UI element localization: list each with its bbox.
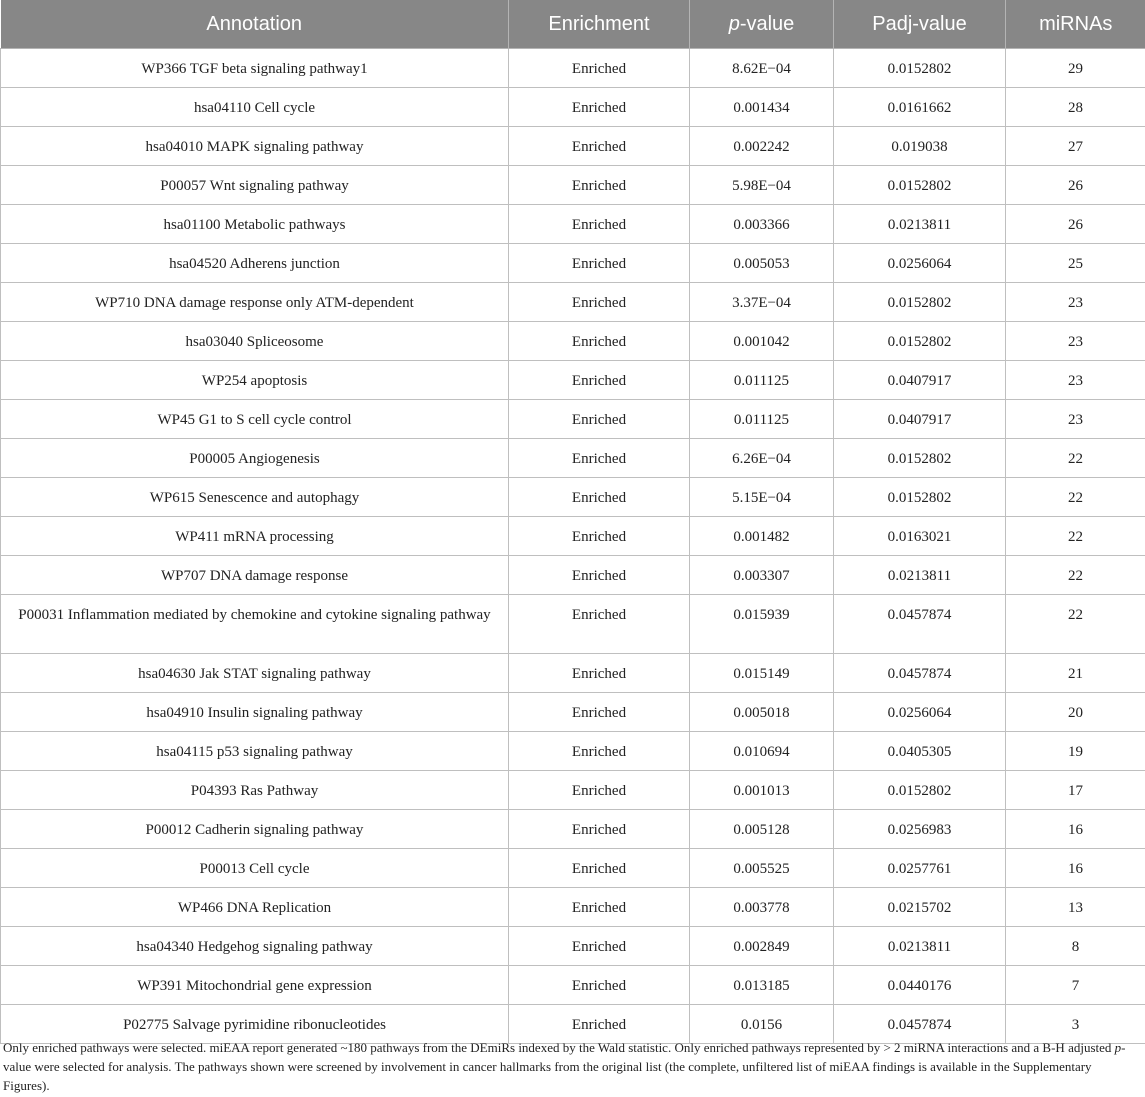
cell-p-value: 0.003307	[690, 556, 834, 595]
cell-mirnas: 26	[1006, 166, 1145, 205]
cell-annotation: WP466 DNA Replication	[1, 888, 509, 927]
cell-p-value: 0.0156	[690, 1005, 834, 1044]
table-row	[1, 322, 1145, 361]
cell-enrichment: Enriched	[509, 166, 690, 205]
table-row	[1, 361, 1145, 400]
cell-p-value: 0.002242	[690, 127, 834, 166]
cell-mirnas: 23	[1006, 400, 1145, 439]
cell-mirnas: 23	[1006, 283, 1145, 322]
cell-p-value: 0.005053	[690, 244, 834, 283]
cell-mirnas: 28	[1006, 88, 1145, 127]
cell-padj-value: 0.0152802	[834, 439, 1006, 478]
cell-padj-value: 0.0163021	[834, 517, 1006, 556]
cell-annotation: hsa04115 p53 signaling pathway	[1, 732, 509, 771]
cell-annotation: WP615 Senescence and autophagy	[1, 478, 509, 517]
cell-annotation: hsa04110 Cell cycle	[1, 88, 509, 127]
footnote-part2: -value were selected for analysis. The pathways shown were screened by involvement in cancer hallmarks from the original list (the complete, unfiltered list of miEAA findings is available in the Supplementary Figures).	[3, 1040, 1126, 1093]
cell-enrichment: Enriched	[509, 517, 690, 556]
cell-enrichment: Enriched	[509, 888, 690, 927]
cell-annotation: WP411 mRNA processing	[1, 517, 509, 556]
cell-p-value: 0.001013	[690, 771, 834, 810]
table-row	[1, 966, 1145, 1005]
cell-annotation: P04393 Ras Pathway	[1, 771, 509, 810]
cell-mirnas: 17	[1006, 771, 1145, 810]
cell-enrichment: Enriched	[509, 849, 690, 888]
header-mirnas: miRNAs	[1006, 0, 1145, 49]
cell-p-value: 0.002849	[690, 927, 834, 966]
cell-mirnas: 20	[1006, 693, 1145, 732]
cell-mirnas: 3	[1006, 1005, 1145, 1044]
cell-annotation: WP707 DNA damage response	[1, 556, 509, 595]
cell-p-value: 0.005525	[690, 849, 834, 888]
header-p-suffix: -value	[739, 12, 795, 35]
cell-mirnas: 22	[1006, 595, 1145, 654]
cell-mirnas: 23	[1006, 322, 1145, 361]
footnote-part1: Only enriched pathways were selected. miEAA report generated ~180 pathways from the DEmiRs indexed by the Wald statistic. Only enriched pathways represented by > 2 miRNA interactions and a B-H adjusted	[3, 1040, 1115, 1055]
cell-enrichment: Enriched	[509, 595, 690, 654]
cell-padj-value: 0.0407917	[834, 400, 1006, 439]
cell-padj-value: 0.0161662	[834, 88, 1006, 127]
cell-p-value: 0.001482	[690, 517, 834, 556]
cell-p-value: 3.37E−04	[690, 283, 834, 322]
cell-mirnas: 21	[1006, 654, 1145, 693]
footnote-p-italic: p	[1114, 1040, 1122, 1055]
cell-enrichment: Enriched	[509, 283, 690, 322]
cell-annotation: WP45 G1 to S cell cycle control	[1, 400, 509, 439]
cell-mirnas: 16	[1006, 849, 1145, 888]
table-row	[1, 205, 1145, 244]
cell-p-value: 0.013185	[690, 966, 834, 1005]
cell-annotation: hsa04630 Jak STAT signaling pathway	[1, 654, 509, 693]
header-p-value	[690, 0, 834, 49]
cell-p-value: 8.62E−04	[690, 49, 834, 88]
cell-enrichment: Enriched	[509, 400, 690, 439]
cell-enrichment: Enriched	[509, 927, 690, 966]
cell-annotation: hsa03040 Spliceosome	[1, 322, 509, 361]
table-row	[1, 127, 1145, 166]
table-row	[1, 88, 1145, 127]
cell-padj-value: 0.0213811	[834, 927, 1006, 966]
cell-padj-value: 0.0257761	[834, 849, 1006, 888]
cell-enrichment: Enriched	[509, 49, 690, 88]
table-row	[1, 888, 1145, 927]
header-padj-value: Padj-value	[834, 0, 1006, 49]
cell-mirnas: 26	[1006, 205, 1145, 244]
table-row	[1, 283, 1145, 322]
cell-padj-value: 0.0457874	[834, 654, 1006, 693]
cell-annotation: P00031 Inflammation mediated by chemokine and cytokine signaling pathway	[1, 595, 509, 654]
cell-annotation: WP254 apoptosis	[1, 361, 509, 400]
cell-enrichment: Enriched	[509, 771, 690, 810]
table-row	[1, 654, 1145, 693]
cell-annotation: P02775 Salvage pyrimidine ribonucleotides	[1, 1005, 509, 1044]
cell-annotation: WP366 TGF beta signaling pathway1	[1, 49, 509, 88]
cell-annotation: WP391 Mitochondrial gene expression	[1, 966, 509, 1005]
cell-enrichment: Enriched	[509, 966, 690, 1005]
cell-mirnas: 27	[1006, 127, 1145, 166]
cell-mirnas: 19	[1006, 732, 1145, 771]
cell-mirnas: 29	[1006, 49, 1145, 88]
cell-padj-value: 0.0256064	[834, 693, 1006, 732]
cell-padj-value: 0.0405305	[834, 732, 1006, 771]
header-annotation: Annotation	[1, 0, 509, 49]
cell-padj-value: 0.0152802	[834, 771, 1006, 810]
cell-enrichment: Enriched	[509, 205, 690, 244]
cell-mirnas: 23	[1006, 361, 1145, 400]
table-row	[1, 244, 1145, 283]
cell-padj-value: 0.0440176	[834, 966, 1006, 1005]
cell-enrichment: Enriched	[509, 1005, 690, 1044]
cell-p-value: 0.001434	[690, 88, 834, 127]
header-p-italic: p	[728, 12, 740, 35]
cell-p-value: 5.98E−04	[690, 166, 834, 205]
cell-padj-value: 0.0152802	[834, 166, 1006, 205]
cell-mirnas: 22	[1006, 517, 1145, 556]
table-row	[1, 849, 1145, 888]
cell-mirnas: 25	[1006, 244, 1145, 283]
cell-padj-value: 0.0256983	[834, 810, 1006, 849]
cell-mirnas: 22	[1006, 478, 1145, 517]
cell-mirnas: 13	[1006, 888, 1145, 927]
table-row	[1, 693, 1145, 732]
cell-annotation: hsa04910 Insulin signaling pathway	[1, 693, 509, 732]
cell-enrichment: Enriched	[509, 693, 690, 732]
table-row	[1, 732, 1145, 771]
table-row	[1, 810, 1145, 849]
table-row	[1, 439, 1145, 478]
cell-p-value: 0.015149	[690, 654, 834, 693]
cell-padj-value: 0.0152802	[834, 478, 1006, 517]
table-header-row	[1, 0, 1145, 49]
cell-p-value: 0.010694	[690, 732, 834, 771]
cell-mirnas: 22	[1006, 439, 1145, 478]
cell-annotation: hsa04520 Adherens junction	[1, 244, 509, 283]
table-row	[1, 595, 1145, 654]
table-row	[1, 771, 1145, 810]
cell-padj-value: 0.0215702	[834, 888, 1006, 927]
cell-enrichment: Enriched	[509, 361, 690, 400]
table-row	[1, 927, 1145, 966]
table-footnote	[3, 1038, 1141, 1095]
table-row	[1, 478, 1145, 517]
cell-annotation: WP710 DNA damage response only ATM-dependent	[1, 283, 509, 322]
cell-p-value: 0.011125	[690, 400, 834, 439]
cell-enrichment: Enriched	[509, 244, 690, 283]
table-row	[1, 166, 1145, 205]
cell-mirnas: 16	[1006, 810, 1145, 849]
cell-padj-value: 0.0256064	[834, 244, 1006, 283]
cell-p-value: 0.005018	[690, 693, 834, 732]
cell-padj-value: 0.0152802	[834, 322, 1006, 361]
cell-annotation: P00057 Wnt signaling pathway	[1, 166, 509, 205]
cell-enrichment: Enriched	[509, 439, 690, 478]
cell-padj-value: 0.0152802	[834, 49, 1006, 88]
cell-padj-value: 0.0407917	[834, 361, 1006, 400]
cell-annotation: hsa04340 Hedgehog signaling pathway	[1, 927, 509, 966]
cell-p-value: 0.003778	[690, 888, 834, 927]
cell-mirnas: 7	[1006, 966, 1145, 1005]
cell-enrichment: Enriched	[509, 322, 690, 361]
cell-p-value: 0.003366	[690, 205, 834, 244]
cell-mirnas: 8	[1006, 927, 1145, 966]
table-row	[1, 49, 1145, 88]
cell-mirnas: 22	[1006, 556, 1145, 595]
cell-enrichment: Enriched	[509, 478, 690, 517]
table-body	[1, 49, 1145, 1044]
cell-padj-value: 0.019038	[834, 127, 1006, 166]
cell-padj-value: 0.0457874	[834, 595, 1006, 654]
cell-padj-value: 0.0457874	[834, 1005, 1006, 1044]
cell-enrichment: Enriched	[509, 810, 690, 849]
cell-enrichment: Enriched	[509, 88, 690, 127]
cell-enrichment: Enriched	[509, 732, 690, 771]
cell-annotation: hsa04010 MAPK signaling pathway	[1, 127, 509, 166]
cell-p-value: 0.015939	[690, 595, 834, 654]
cell-annotation: P00013 Cell cycle	[1, 849, 509, 888]
table-row	[1, 400, 1145, 439]
cell-p-value: 0.005128	[690, 810, 834, 849]
cell-padj-value: 0.0152802	[834, 283, 1006, 322]
cell-annotation: P00005 Angiogenesis	[1, 439, 509, 478]
cell-p-value: 6.26E−04	[690, 439, 834, 478]
cell-enrichment: Enriched	[509, 556, 690, 595]
table-row	[1, 517, 1145, 556]
cell-p-value: 5.15E−04	[690, 478, 834, 517]
cell-annotation: P00012 Cadherin signaling pathway	[1, 810, 509, 849]
cell-annotation: hsa01100 Metabolic pathways	[1, 205, 509, 244]
cell-padj-value: 0.0213811	[834, 205, 1006, 244]
cell-enrichment: Enriched	[509, 654, 690, 693]
header-enrichment: Enrichment	[509, 0, 690, 49]
cell-padj-value: 0.0213811	[834, 556, 1006, 595]
cell-enrichment: Enriched	[509, 127, 690, 166]
table-row	[1, 556, 1145, 595]
cell-p-value: 0.011125	[690, 361, 834, 400]
cell-p-value: 0.001042	[690, 322, 834, 361]
